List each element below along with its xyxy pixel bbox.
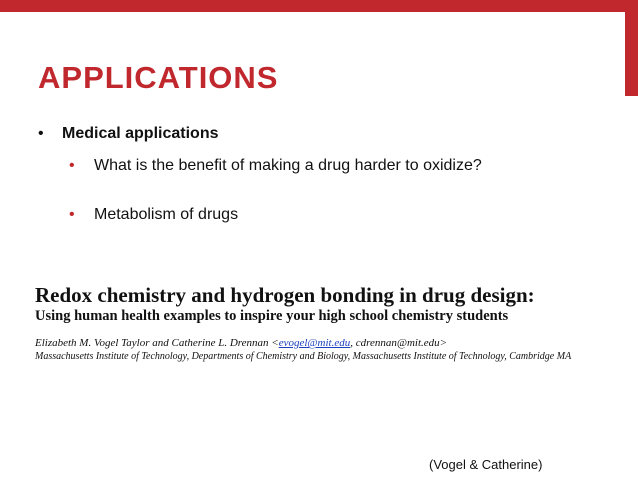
citation: (Vogel & Catherine) xyxy=(429,457,543,472)
authors-prefix: Elizabeth M. Vogel Taylor and Catherine L. Drennan < xyxy=(35,337,279,349)
bullet-marker: • xyxy=(38,125,44,142)
bullet-text: Medical applications xyxy=(62,125,219,142)
paper-authors xyxy=(35,336,600,350)
sub-bullet-text: Metabolism of drugs xyxy=(94,206,239,223)
sub-bullet-metabolism xyxy=(69,206,238,224)
slide-title: APPLICATIONS xyxy=(38,60,279,95)
sub-bullet-oxidize-question xyxy=(69,157,482,175)
sub-bullet-marker: • xyxy=(69,206,75,223)
paper-subtitle: Using human health examples to inspire your high school chemistry students xyxy=(35,308,509,324)
right-accent-bar xyxy=(625,12,638,96)
paper-affiliation: Massachusetts Institute of Technology, Departments of Chemistry and Biology, Massachusetts Institute of Technology, Cambridge MA xyxy=(35,351,572,362)
email-link[interactable]: evogel@mit.edu xyxy=(278,337,351,349)
top-accent-bar xyxy=(0,0,638,12)
sub-bullet-marker: • xyxy=(69,157,75,174)
sub-bullet-text: What is the benefit of making a drug harder to oxidize? xyxy=(94,157,482,174)
paper-header-image xyxy=(35,284,600,363)
authors-suffix: , cdrennan@mit.edu> xyxy=(350,337,448,349)
paper-title: Redox chemistry and hydrogen bonding in drug design: xyxy=(35,283,535,307)
bullet-medical-applications xyxy=(38,125,218,143)
